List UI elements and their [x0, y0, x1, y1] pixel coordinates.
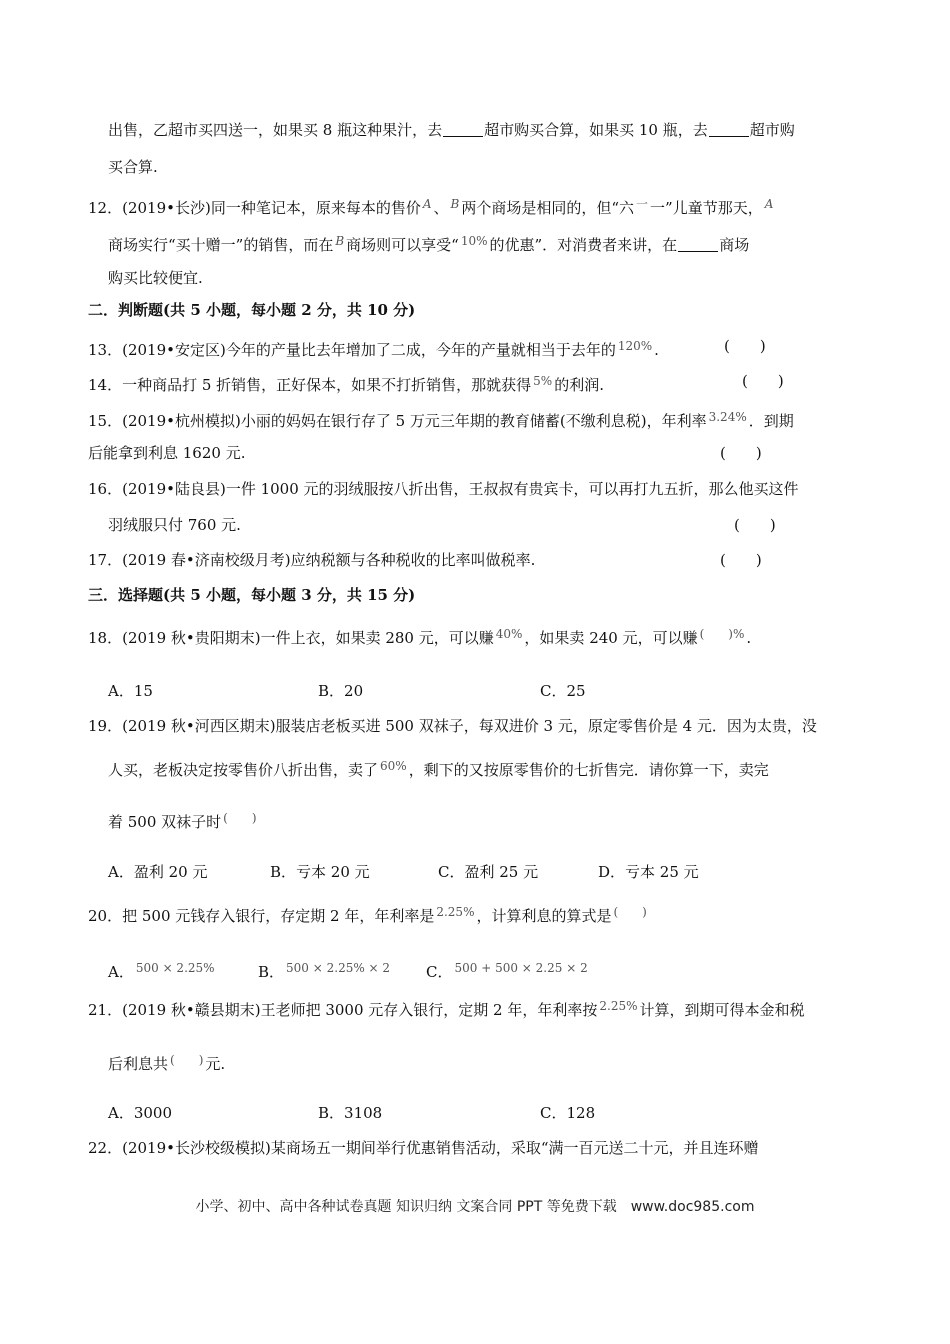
- answer-blank[interactable]: [709, 122, 749, 137]
- section-3-heading: 三．选择题(共 5 小题，每小题 3 分，共 15 分): [88, 586, 416, 604]
- page-footer: 小学、初中、高中各种试卷真题 知识归纳 文案合同 PPT 等免费下载 www.doc985.com: [195, 1199, 755, 1215]
- q12-line-2: 商场实行“买十赠一”的销售，而在 $^B$ 商场则可以享受“ $^{10\%}$ 的优惠”．对消费者来讲，在 商场: [108, 234, 750, 254]
- q15-answer-paren[interactable]: ( ): [720, 444, 762, 462]
- q17: 17．(2019 春•济南校级月考)应纳税额与各种税收的比率叫做税率.: [88, 551, 536, 569]
- q12-line-3: 购买比较便宜.: [108, 269, 203, 287]
- q18-answer-paren[interactable]: ( )%: [699, 627, 745, 641]
- q14-answer-paren[interactable]: ( ): [742, 372, 784, 390]
- q18-option-c[interactable]: C．25: [540, 682, 586, 700]
- q19-option-c[interactable]: C．盈利 25 元: [438, 863, 539, 881]
- q16-line-1: 16．(2019•陆良县)一件 1000 元的羽绒服按八折出售，王叔叔有贵宾卡，可以再打九五折，那么他买这件: [88, 480, 799, 498]
- q19-option-b[interactable]: B．亏本 20 元: [270, 863, 370, 881]
- q17-answer-paren[interactable]: ( ): [720, 551, 762, 569]
- q21-option-c[interactable]: C．128: [540, 1104, 596, 1122]
- q15-line-1: 15．(2019•杭州模拟)小丽的妈妈在银行存了 5 万元三年期的教育储蓄(不缴利息税)，年利率 $^{3.24\%}$ ．到期: [88, 410, 794, 430]
- q19-line-3: 着 500 双袜子时 ( ): [108, 811, 257, 831]
- q16-answer-paren[interactable]: ( ): [734, 516, 776, 534]
- q21-line-2: 后利息共 ( ) 元.: [108, 1053, 226, 1073]
- q19-option-d[interactable]: D．亏本 25 元: [598, 863, 699, 881]
- q16-line-2: 羽绒服只付 760 元.: [108, 516, 241, 534]
- answer-blank[interactable]: [678, 237, 718, 252]
- q20: 20．把 500 元钱存入银行，存定期 2 年，年利率是 $^{2.25\%}$ ，计算利息的算式是 ( ): [88, 905, 647, 925]
- q20-answer-paren[interactable]: ( ): [613, 905, 647, 919]
- q12-line-1: 12．(2019•长沙)同一种笔记本，原来每本的售价 $^A$ 、 $^B$ 两个商场是相同的，但“六 $^一$ 一”儿童节那天， $^A$: [88, 197, 774, 217]
- q18-option-a[interactable]: A．15: [108, 682, 153, 700]
- q19-line-2: 人买，老板决定按零售价八折出售，卖了 $^{60\%}$ ，剩下的又按原零售价的七折售完．请你算一下，卖完: [108, 759, 769, 779]
- q11-line-2: 买合算.: [108, 158, 158, 176]
- section-2-heading: 二．判断题(共 5 小题，每小题 2 分，共 10 分): [88, 301, 416, 319]
- q22-line-1: 22．(2019•长沙校级模拟)某商场五一期间举行优惠销售活动，采取“满一百元送二十元，并且连环赠: [88, 1139, 759, 1157]
- q13-answer-paren[interactable]: ( ): [724, 337, 766, 355]
- q20-option-a[interactable]: A． $^{500 \times 2.25\%}$: [108, 961, 215, 981]
- q21-answer-paren[interactable]: ( ): [170, 1053, 204, 1067]
- answer-blank[interactable]: [443, 122, 483, 137]
- q14: 14．一种商品打 5 折销售，正好保本，如果不打折销售，那就获得 $^{5\%}$ 的利润.: [88, 374, 604, 394]
- q19-line-1: 19．(2019 秋•河西区期末)服装店老板买进 500 双袜子，每双进价 3 元，原定零售价是 4 元．因为太贵，没: [88, 717, 817, 735]
- q20-option-b[interactable]: B． $^{500 \times 2.25\% \times 2}$: [258, 961, 391, 981]
- q15-line-2: 后能拿到利息 1620 元.: [88, 444, 246, 462]
- q13: 13．(2019•安定区)今年的产量比去年增加了二成，今年的产量就相当于去年的 $^{120\%}$ .: [88, 339, 659, 359]
- q11-line-1: 出售，乙超市买四送一，如果买 8 瓶这种果汁，去 超市购买合算，如果买 10 瓶，去 超市购: [108, 121, 795, 139]
- q21-option-b[interactable]: B．3108: [318, 1104, 383, 1122]
- q21-line-1: 21．(2019 秋•赣县期末)王老师把 3000 元存入银行，定期 2 年，年利率按 $^{2.25\%}$ 计算，到期可得本金和税: [88, 999, 805, 1019]
- q21-option-a[interactable]: A．3000: [108, 1104, 173, 1122]
- q18: 18．(2019 秋•贵阳期末)一件上衣，如果卖 280 元，可以赚 $^{40\%}$ ，如果卖 240 元，可以赚 ( )% .: [88, 627, 752, 647]
- q20-option-c[interactable]: C． $^{500 + 500 \times 2.25 \times 2}$: [426, 961, 588, 981]
- q19-option-a[interactable]: A．盈利 20 元: [108, 863, 208, 881]
- q18-option-b[interactable]: B．20: [318, 682, 364, 700]
- q19-answer-paren[interactable]: ( ): [223, 811, 257, 825]
